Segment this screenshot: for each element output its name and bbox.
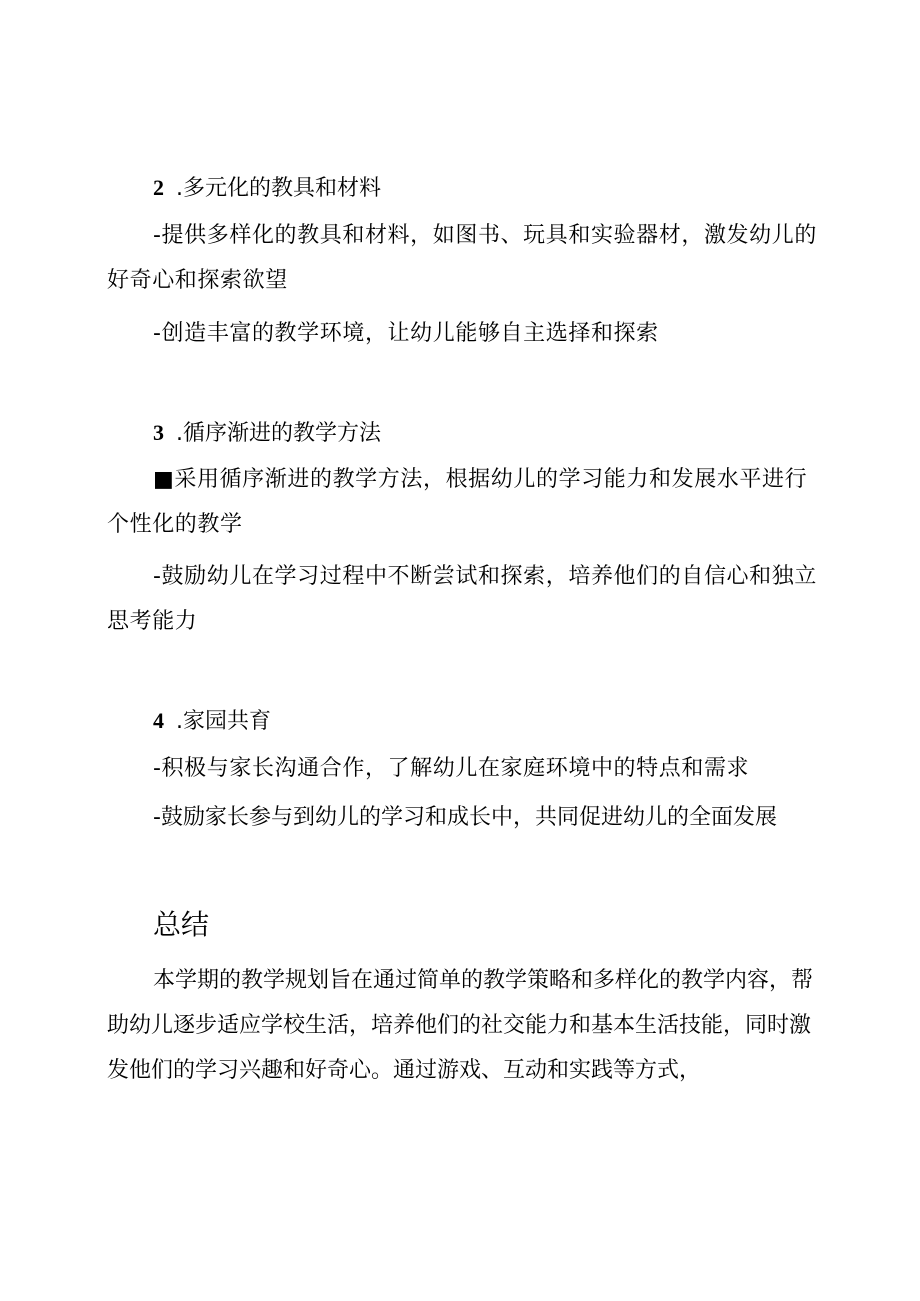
section-2-item-1: -提供多样化的教具和材料，如图书、玩具和实验器材，激发幼儿的好奇心和探索欲望 (107, 223, 817, 293)
section-heading-2 (153, 173, 381, 204)
section-heading-4 (153, 706, 271, 737)
section-4-item-2: -鼓励家长参与到幼儿的学习和成长中，共同促进幼儿的全面发展 (153, 805, 777, 830)
summary-title: 总结 (153, 908, 210, 941)
section-title: .循序渐进的教学方法 (176, 421, 381, 446)
section-heading-3 (153, 418, 381, 449)
section-number: 4 (153, 708, 164, 733)
section-2-item-2: -创造丰富的教学环境，让幼儿能够自主选择和探索 (153, 321, 659, 346)
section-3-item-2: -鼓励幼儿在学习过程中不断尝试和探索，培养他们的自信心和独立思考能力 (107, 564, 817, 634)
section-number: 3 (153, 420, 164, 445)
section-3-item-1: ■采用循序渐进的教学方法，根据幼儿的学习能力和发展水平进行个性化的教学 (107, 467, 808, 537)
section-4-item-1: -积极与家长沟通合作，了解幼儿在家庭环境中的特点和需求 (153, 756, 750, 781)
section-title: .家园共育 (176, 709, 271, 734)
section-number: 2 (153, 175, 164, 200)
section-title: .多元化的教具和材料 (176, 176, 381, 201)
summary-paragraph: 本学期的教学规划旨在通过简单的教学策略和多样化的教学内容，帮助幼儿逐步适应学校生活，培养他们的社交能力和基本生活技能，同时激发他们的学习兴趣和好奇心。通过游戏、互动和实践等方式， (107, 968, 814, 1083)
